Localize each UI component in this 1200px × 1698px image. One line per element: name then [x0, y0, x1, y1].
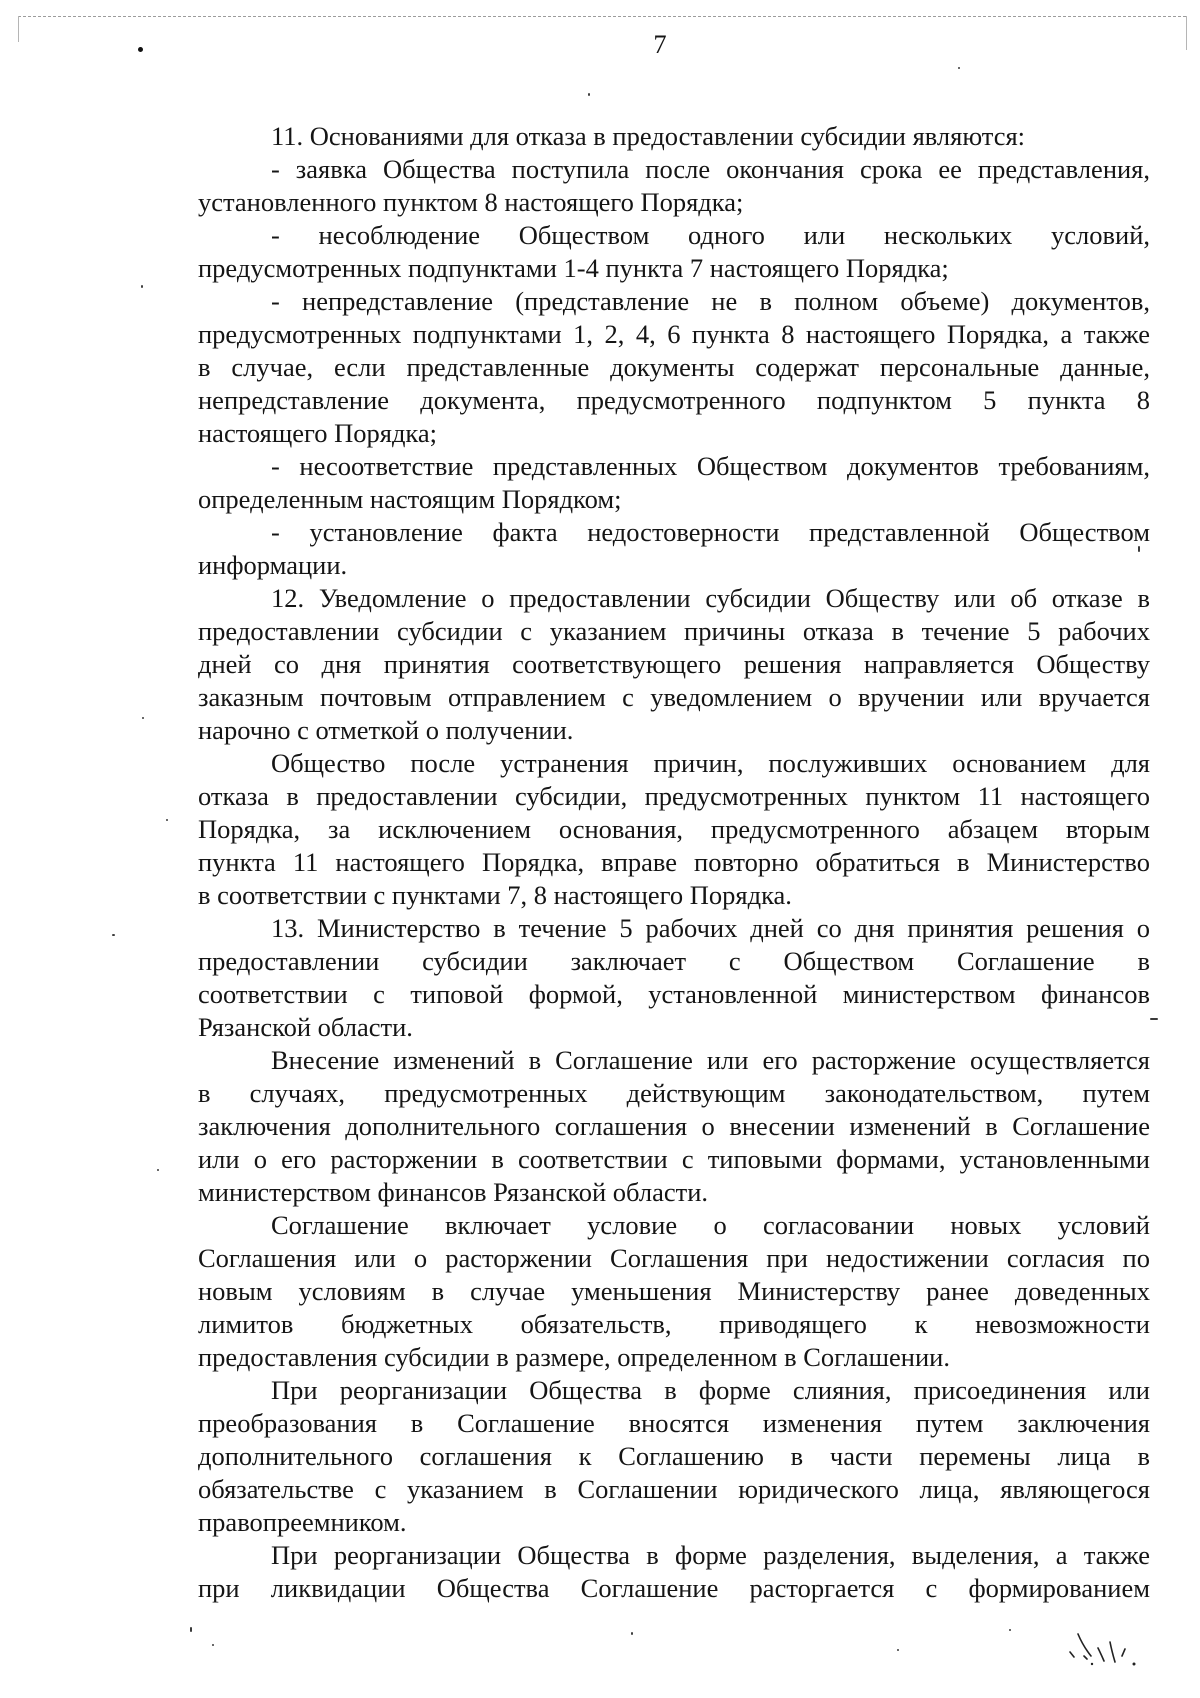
text-line: - несоблюдение Обществом одного или нескольких условий,	[271, 220, 1150, 250]
clause-11-ground-noncompliance	[198, 219, 1150, 285]
text-line: отказа в предоставлении субсидии, предусмотренных пунктом 11 настоящего	[198, 781, 1150, 811]
text-line: дней со дня принятия соответствующего решения направляется Обществу	[198, 649, 1150, 679]
text-line: Общество после устранения причин, послуживших основанием для	[271, 748, 1150, 778]
text-line: преобразования в Соглашение вносятся изменения путем заключения	[198, 1408, 1150, 1438]
scan-speck	[190, 1627, 192, 1632]
text-line: Соглашения или о расторжении Соглашения при недостижении согласия по	[198, 1243, 1150, 1273]
text-line: предоставлении субсидии с указанием причины отказа в течение 5 рабочих	[198, 616, 1150, 646]
handwritten-mark	[1064, 1626, 1146, 1678]
clause-13-new-conditions	[198, 1209, 1150, 1374]
text-line: 13. Министерство в течение 5 рабочих дней со дня принятия решения о	[271, 913, 1150, 943]
text-line: При реорганизации Общества в форме разделения, выделения, а также	[271, 1540, 1150, 1570]
text-line: соответствии с типовой формой, установленной министерством финансов	[198, 979, 1150, 1009]
text-line: При реорганизации Общества в форме слияния, присоединения или	[271, 1375, 1150, 1405]
document-body	[198, 120, 1150, 1605]
scan-speck	[1150, 1018, 1158, 1020]
text-line: Рязанской области.	[198, 1012, 413, 1042]
text-line: информации.	[198, 550, 348, 580]
scan-edge-line	[1186, 16, 1187, 50]
text-line: предоставлении субсидии заключает с Обществом Соглашение в	[198, 946, 1150, 976]
text-line: установленного пунктом 8 настоящего Порядка;	[198, 187, 744, 217]
clause-13-agreement	[198, 912, 1150, 1044]
clause-11-ground-nonconforming-documents	[198, 450, 1150, 516]
text-line: в случаях, предусмотренных действующим законодательством, путем	[198, 1078, 1150, 1108]
clause-11-ground-late-application	[198, 153, 1150, 219]
scan-speck	[166, 819, 168, 821]
clause-12-reapplication	[198, 747, 1150, 912]
scan-speck	[142, 717, 144, 719]
scan-speck	[138, 47, 143, 52]
text-line: 12. Уведомление о предоставлении субсидии Обществу или об отказе в	[271, 583, 1150, 613]
text-line: 11. Основаниями для отказа в предоставлении субсидии являются:	[271, 121, 1026, 151]
text-line: настоящего Порядка;	[198, 418, 438, 448]
scan-speck	[631, 1632, 633, 1635]
scan-speck	[1009, 1629, 1011, 1631]
text-line: министерством финансов Рязанской области.	[198, 1177, 708, 1207]
text-line: Внесение изменений в Соглашение или его расторжение осуществляется	[271, 1045, 1150, 1075]
text-line: Порядка, за исключением основания, предусмотренного абзацем вторым	[198, 814, 1150, 844]
text-line: Соглашение включает условие о согласовании новых условий	[271, 1210, 1150, 1240]
text-line: предоставления субсидии в размере, определенном в Соглашении.	[198, 1342, 950, 1372]
text-line: - несоответствие представленных Обществом документов требованиям,	[271, 451, 1150, 481]
text-line: определенным настоящим Порядком;	[198, 484, 622, 514]
text-line: дополнительного соглашения к Соглашению в части перемены лица в	[198, 1441, 1150, 1471]
clause-12-notification	[198, 582, 1150, 747]
clause-13-amendments	[198, 1044, 1150, 1209]
text-line: нарочно с отметкой о получении.	[198, 715, 574, 745]
text-line: или о его расторжении в соответствии с типовыми формами, установленными	[198, 1144, 1150, 1174]
clause-13-reorganization-merger	[198, 1374, 1150, 1539]
text-line: непредставление документа, предусмотренного подпунктом 5 пункта 8	[198, 385, 1150, 415]
text-line: заключения дополнительного соглашения о внесении изменений в Соглашение	[198, 1111, 1150, 1141]
text-line: предусмотренных подпунктами 1, 2, 4, 6 пункта 8 настоящего Порядка, а также	[198, 319, 1150, 349]
clause-11-ground-missing-documents	[198, 285, 1150, 450]
text-line: заказным почтовым отправлением с уведомлением о вручении или вручается	[198, 682, 1150, 712]
clause-11-ground-false-information	[198, 516, 1150, 582]
text-line: - непредставление (представление не в полном объеме) документов,	[271, 286, 1150, 316]
text-line: при ликвидации Общества Соглашение расторгается с формированием	[198, 1573, 1150, 1603]
scan-edge-line	[18, 16, 19, 42]
text-line: в соответствии с пунктами 7, 8 настоящего Порядка.	[198, 880, 792, 910]
scan-speck	[112, 934, 115, 936]
scan-speck	[897, 1649, 899, 1651]
text-line: новым условиям в случае уменьшения Министерству ранее доведенных	[198, 1276, 1150, 1306]
clause-13-reorganization-division	[198, 1539, 1150, 1605]
scan-speck	[141, 285, 143, 288]
scan-speck	[958, 67, 960, 69]
text-line: правопреемником.	[198, 1507, 407, 1537]
scan-speck	[588, 93, 590, 96]
text-line: лимитов бюджетных обязательств, приводящего к невозможности	[198, 1309, 1150, 1339]
scan-speck	[212, 1644, 214, 1646]
text-line: - установление факта недостоверности представленной Обществом	[271, 517, 1150, 547]
clause-11-heading	[198, 120, 1150, 153]
text-line: предусмотренных подпунктами 1-4 пункта 7 настоящего Порядка;	[198, 253, 949, 283]
scan-speck	[157, 1169, 159, 1171]
text-line: - заявка Общества поступила после окончания срока ее представления,	[271, 154, 1150, 184]
scan-edge-line	[18, 16, 1186, 17]
text-line: обязательстве с указанием в Соглашении юридического лица, являющегося	[198, 1474, 1150, 1504]
text-line: в случае, если представленные документы содержат персональные данные,	[198, 352, 1150, 382]
text-line: пункта 11 настоящего Порядка, вправе повторно обратиться в Министерство	[198, 847, 1150, 877]
page-number: 7	[653, 29, 667, 59]
